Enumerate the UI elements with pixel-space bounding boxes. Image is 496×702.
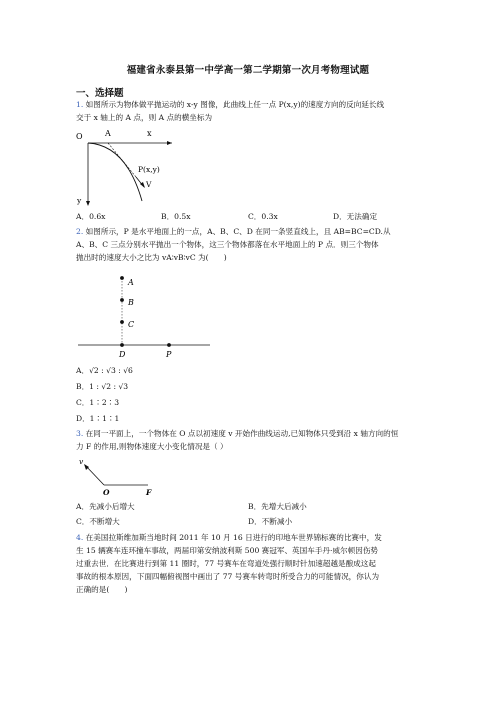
fig3-label-v: v	[79, 457, 84, 466]
fig2-label-a: A	[128, 278, 134, 287]
question-1-text-2: 交于 x 轴上的 A 点，则 A 点的横坐标为	[76, 113, 213, 122]
question-4-text-3: 过重去世．在比赛进行到第 11 圈时，77 号赛车在弯道处强行顺时针加速超越是酿成这起	[76, 559, 376, 568]
question-4-text-5: 正确的是( )	[76, 585, 128, 594]
question-4-text-4: 事故的根本原因，下面四幅俯视图中画出了 77 号赛车转弯时所受合力的可能情况，你认为	[76, 572, 380, 581]
q2-option-b[interactable]: B．1 : √2 : √3	[76, 382, 129, 391]
fig1-label-o: O	[76, 132, 83, 141]
fig1-label-v: V	[146, 180, 152, 189]
fig2-label-p: P	[166, 350, 172, 359]
question-4-line-1	[76, 532, 382, 543]
exam-title: 福建省永泰县第一中学高一第二学期第一次月考物理试题	[126, 65, 370, 76]
question-4-number: 4.	[76, 533, 84, 542]
q1-option-b[interactable]: B．0.5x	[161, 212, 191, 221]
fig1-label-x: x	[147, 129, 152, 138]
question-2-number: 2.	[76, 227, 84, 236]
question-4-text-2: 生 15 辆赛车连环撞车事故，两届印第安纳波利斯 500 赛冠军、英国车手丹·威尔顿因伤势	[76, 546, 379, 555]
fig2-label-b: B	[128, 298, 134, 307]
q3-option-a[interactable]: A．先减小后增大	[76, 502, 135, 511]
q2-option-c[interactable]: C．1∶2∶3	[76, 398, 120, 407]
question-3-line-1	[76, 428, 398, 439]
fig3-label-f: F	[146, 488, 152, 497]
question-1-text-1: 如图所示为物体做平抛运动的 x-y 图像，此曲线上任一点 P(x,y)的速度方向的反向延长线	[85, 100, 385, 109]
q2-option-a[interactable]: A．√2 : √3 : √6	[76, 366, 133, 375]
fig1-label-y: y	[77, 196, 82, 205]
question-3-text-1: 在同一平面上，一个物体在 O 点以初速度 v 开始作曲线运动,已知物体只受到沿 x 轴方向的恒	[85, 429, 399, 438]
question-2-text-1: 如图所示，P 是水平地面上的一点，A、B、C、D 在同一条竖直线上，且 AB=BC=CD.从	[85, 227, 391, 236]
fig1-label-a: A	[105, 129, 111, 138]
question-2-line-1	[76, 226, 391, 237]
q3-option-d[interactable]: D．不断减小	[248, 517, 293, 526]
question-1-line-1	[76, 99, 384, 110]
q1-option-c[interactable]: C．0.3x	[248, 212, 278, 221]
q3-option-b[interactable]: B．先增大后减小	[248, 502, 307, 511]
fig3-label-o: O	[103, 488, 110, 497]
q1-option-d[interactable]: D．无法确定	[333, 212, 378, 221]
question-1-number: 1.	[76, 100, 84, 109]
question-3-figure	[76, 455, 166, 497]
question-3-number: 3.	[76, 429, 84, 438]
question-4-text-1: 在美国拉斯维加斯当地时间 2011 年 10 月 16 日进行的印地车世界锦标赛的比赛中，发	[85, 533, 382, 542]
fig2-label-c: C	[128, 320, 135, 329]
fig2-label-d: D	[119, 350, 126, 359]
section-heading: 一、选择题	[76, 88, 124, 99]
question-2-figure	[76, 268, 216, 372]
q2-option-d[interactable]: D．1∶1∶1	[76, 414, 120, 423]
question-3-text-2: 力 F 的作用,则物体速度大小变化情况是（ ）	[76, 442, 228, 451]
question-1-figure	[74, 125, 184, 207]
fig1-label-p: P(x,y)	[138, 165, 160, 174]
q1-option-a[interactable]: A．0.6x	[76, 212, 106, 221]
question-2-text-2: A、B、C 三点分别水平抛出一个物体，这三个物体都落在水平地面上的 P 点．则三个物体	[76, 240, 379, 249]
question-2-text-3: 抛出时的速度大小之比为 vA∶vB∶vC 为( )	[76, 253, 227, 262]
q3-option-c[interactable]: C．不断增大	[76, 517, 120, 526]
